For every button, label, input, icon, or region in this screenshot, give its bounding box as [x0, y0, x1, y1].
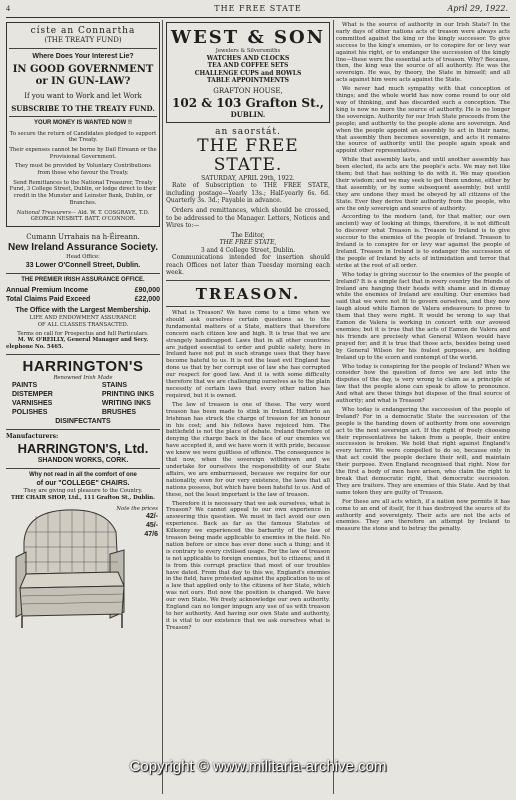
chair-shop-ad	[6, 472, 160, 632]
treaty-fund-treasurers	[9, 210, 157, 223]
west-son-name: WEST & SON	[170, 27, 326, 48]
divider	[6, 468, 160, 469]
insurance-agents: Terms on call for Prospectus and full Particulars.	[17, 330, 149, 337]
article-paragraph: For these are all acts which, if a nation now permits it has come to an end of itself, for it has destroyed the source of its authority and sovereignty. Their acts are not the acts of enemies. They are therefore an attempt by Ireland to measure the stone and to betray the penalty.	[336, 498, 510, 533]
chair-ad-line1: Why not read in all the comfort of one	[29, 471, 137, 478]
products-left	[12, 381, 53, 417]
divider	[6, 429, 160, 430]
article-paragraph: What is Treason? We have come to a time when we should ask ourselves certain questions as to the fundamental matters of a State, matters that therefore concern each citizen low and high. It is true that we are strangely handicapped. Laws that in all other countries are judged essential to order and public safety, here in Ireland have not put in such strange uses that they have become hateful to us. It is not the least evil England has done us that by her corrupt use of law she has corrupted our respect for good law. And it is with some difficulty therefore that we are challenging ourselves as to the plain necessity of certain laws that every other nation has required, but it is owned.	[166, 310, 330, 399]
chair-price: 47/6	[144, 531, 158, 539]
editor-street: 3 and 4 College Street, Dublin.	[200, 246, 296, 254]
product-item: BRUSHES	[101, 409, 137, 417]
editorial-masthead	[166, 127, 330, 183]
insurance-telephone: elephone No. 5465.	[6, 343, 64, 350]
treaty-fund-title: (THE TREATY FUND)	[44, 36, 122, 44]
insurance-address: 33 Lower O'Connell Street, Dublin.	[25, 261, 141, 269]
harringtons-subtitle: Renowned Irish Made	[53, 374, 113, 381]
product-item: PAINTS	[12, 382, 38, 390]
treaty-fund-line4: SUBSCRIBE TO THE TREATY FUND.	[11, 104, 155, 113]
west-son-line: Jewelers & Silversmiths	[215, 48, 281, 54]
insurance-title: New Ireland Assurance Society.	[7, 241, 159, 253]
divider	[9, 116, 157, 117]
editor-address	[166, 232, 330, 255]
copyright-watermark: Copyright © www.militaria-archive.com	[129, 758, 387, 775]
income-label: Annual Premium Income	[6, 287, 89, 295]
west-son-line: TEA AND COFFEE SETS	[207, 62, 289, 70]
chair-prices	[116, 506, 158, 540]
communications-note-wrap	[166, 254, 330, 277]
chair-price-note: Note the prices	[116, 505, 158, 512]
harringtons-ad	[6, 358, 160, 465]
masthead-gaelic: an saorstát.	[215, 126, 281, 137]
treaty-fund-para2: Their expenses cannot be borne by Dail Eireann or the Provisional Government.	[9, 146, 157, 160]
column-divider	[333, 20, 334, 794]
article-paragraph: Who today is giving succour to the enemies of the people of Ireland? It is a simple fact that in every country the friends of Ireland are hanging their heads with shame and in dismay while the enemies of Ireland are exulting. Our enemies had said that we were not fit to govern ourselves, and they now laugh aloud while Eamon de Valera endeavours to prove to them that they were right. It would be wrong to say that Eamon de Valera is working in concert with our avowed enemies; but it is true that the acts of Eamon de Valera and his friends are precisely what General Wilson would have prayed for; and it is true that those acts, besides being used by General Wilson for his foulest purposes, are holding Ireland up to the scorn and contempt of the world.	[336, 271, 510, 361]
editor-label: The Editor,	[231, 231, 265, 239]
article-paragraph: What is the source of authority in our Irish State? In the early days of other nations acts of treason were always acts committed against the king or the kingly successor. To give success to the king's enemies, or to conspire for or levy war against his right, or to endanger the succession of the kingly line—these were the essential acts of treason. Why? Because, then, the king was the source of all authority. He was the sovereign. He was, by theory, the State in himself; and all acts against him were acts against the State.	[336, 22, 510, 84]
claims-value: £22,000	[134, 296, 160, 304]
west-son-ad	[166, 22, 330, 123]
insurance-manager: M. W. O'REILLY, General Manager and Secy.	[17, 337, 149, 344]
article-paragraph: Therefore it is necessary that we ask ourselves, what is Treason? We cannot appeal to our own experience in answering this question. We must in fact avoid our own experience. Back as far as the famous Statutes of Kilkenny we experienced the barbarity of the law of treason being made applicable to enemies in the field. No nation before or since has ever done such a thing; and it is contrary to every civilised usage. For the law of treason is not applicable to foreign enemies, but to citizens; and it is from this corrupt practice that most of our troubles have dated. From that day to this we, England's enemies in the field, have protested against the application to us of a law that applied only to the citizens of her State, which was not ours. But now the position is changed. We have our own State. We freely acknowledge our own authority. England can no longer impugn any use of us with treason to her authority. And having our own State and authority, it is vital to our existence that we ask ourselves what is Treason?	[166, 500, 330, 631]
subscription-rates: Rate of Subscription to THE FREE STATE, including postage—Yearly 13s.; Half-yearly 6s. 6d. Quarterly 3s. 3d.; Payable in advance.	[166, 182, 330, 205]
harringtons-works: SHANDON WORKS, CORK.	[37, 456, 129, 464]
product-item: PRINTING INKS	[101, 391, 154, 399]
west-son-house: GRAFTON HOUSE,	[213, 86, 283, 95]
chair-ad-line4: THE CHAIR SHOP, Ltd., 111 Grafton St., Dublin.	[11, 495, 155, 502]
article-paragraph: According to the modern (and, for that matter, our own ancient) way of looking at things, therefore, it is not difficult to discover what Treason is. Treason to Ireland is to give succour to the enemies of the people of Ireland. Treason to Ireland is to conspire for or levy war against the people of Ireland. Treason in Ireland is to endanger the succession of the people of Ireland by acts of intimidation and terror that strike at the root of all order.	[336, 214, 510, 269]
treaty-fund-para4: Send Remittances to the National Treasurer, Treaty Fund, 3 College Street, Dublin, or lodge direct to their credit in the Munster and Leinster Bank, Dublin, or Branches.	[9, 179, 157, 206]
insurance-head-office-label: Head Office:	[66, 253, 100, 260]
insurance-membership: The Office with the Largest Membership.	[15, 307, 151, 315]
treaty-fund-ad	[6, 22, 160, 227]
chair-illustration-wrap	[6, 502, 160, 632]
products-right	[102, 381, 154, 417]
treaty-fund-line1: IN GOOD GOVERNMENT	[12, 64, 154, 75]
harringtons-manufacturers-label: Manufacturers:	[6, 433, 59, 441]
income-row	[6, 286, 160, 295]
article-paragraph: Who today is endangering the succession of the people of Ireland? For in a democratic State the succession of the people is the handing down of authority from one sovereign act to the next sovereign act. If the right of freely choosing their representatives be taken from a people, their entire succession is broken. We hold that right against England's every terror. We were compelled to do so, because only in that act could the people declare their will, and maintain their purpose. Even England recognised that right. Now for the first a body of men have arisen, who claim the right to break that democratic right, that democratic succession. They are traitors. They are enemies of this State. And by that same token they are guilty of Treason.	[336, 406, 510, 496]
article-paragraph: Who today is conspiring for the people of Ireland? When we consider how the question of force we are led into the disputes of the day, is very wrong to claim as a principle of law that the people alone can speak to allow to pronounce. And what are these things but dispose of the final source of authority; and what is Treason?	[336, 363, 510, 405]
treaty-fund-line3: If you want to Work and let Work	[24, 92, 142, 100]
article-paragraph: We never had much sympathy with that conception of things; and the whole world has now come round to our old way of thinking, and has discarded such a conception. The king is now no more the source of authority. He is no longer the sovereign. Authority for our Irish State proceeds from the people; and authority to the people alone are sovereign. And when the people appoint an assembly to act in their name, that assembly then becomes sovereign, and acts it remains the source of authority until the people again speak and appoint other representatives.	[336, 86, 510, 155]
west-son-line: WATCHES AND CLOCKS	[206, 54, 290, 62]
chair-ad-line2: of our "COLLEGE" CHAIRS.	[36, 480, 130, 488]
masthead-date: SATURDAY, APRIL 29th, 1922.	[201, 174, 295, 182]
divider	[6, 273, 160, 274]
column-divider	[162, 20, 163, 794]
west-son-city: DUBLIN.	[230, 109, 266, 119]
income-value: £90,000	[134, 287, 160, 295]
chair-price: 45/-	[145, 522, 158, 530]
claims-label: Total Claims Paid Exceed	[6, 296, 91, 304]
newspaper-running-title: THE FREE STATE	[214, 4, 302, 13]
header-rule	[6, 17, 510, 18]
article-paragraph: The law of treason is one of these. The very word treason has been made to stink in Ireland. Hitherto an Irishman has struck the charge of treason for an honour in his cost; and his fellows have rejoiced him. The battlefield is not the place of debate. Ireland therefore of denying the charge back in the face of our enemies we have accepted it, and we have worn it with pride, because we knew we were guiltless of offence. The consequence is that now, when the sovereign withdrawn and we undertake for ourselves the responsibility of our State affairs, we are embarrassed, because we require for our nationality, even for our very existence, the laws that all nations possess, but which have been hateful to us. And of these, not the least important is the law of treason.	[166, 401, 330, 498]
harringtons-company: HARRINGTON'S, Ltd.	[17, 440, 149, 456]
treason-article-continued	[336, 22, 510, 533]
insurance-ad	[6, 233, 160, 351]
product-item: STAINS	[101, 382, 128, 390]
product-item: DISINFECTANTS	[55, 418, 111, 426]
divider	[6, 354, 160, 355]
chair-price: 42/-	[145, 513, 158, 521]
claims-row	[6, 295, 160, 304]
article-paragraph: While that assembly lasts, and until another assembly has been elected, its acts are the people's acts. We may not like them; but that has nothing to do with it. We may question their wisdom; and we may seek to get them undone, either by that assembly, or by some subsequent assembly; but until they are undone they must be obeyed by all citizens of the State. Ever they derive their authority from the people, who are the only sovereign and source of authority.	[336, 157, 510, 212]
treasurers-label: National Treasurers—	[16, 209, 77, 216]
divider	[166, 280, 330, 281]
treaty-fund-para3: They must be provided by Voluntary Contributions from those who favour the Treaty.	[15, 163, 151, 177]
divider	[166, 306, 330, 307]
treaty-fund-question: Where Does Your Interest Lie?	[32, 53, 134, 60]
masthead-title: THE FREE STATE.	[197, 135, 299, 175]
product-item: DISTEMPER	[12, 391, 53, 399]
west-son-address: 102 & 103 Grafton St.,	[172, 95, 324, 110]
treaty-fund-wanted: YOUR MONEY IS WANTED NOW !!	[34, 120, 132, 126]
treaty-fund-para1: To secure the return of Candidates pledged to support the Treaty.	[9, 130, 157, 144]
treason-article	[166, 310, 330, 632]
west-son-line: CHALLENGE CUPS and BOWLS	[194, 69, 302, 77]
column-middle	[166, 22, 330, 796]
product-item: POLISHES	[12, 409, 48, 417]
subscription-orders: Orders and remittances, which should be crossed, to be addressed to the Manager. Letters, Notices and Wires to:—	[166, 206, 330, 230]
harringtons-title: HARRINGTON'S	[22, 357, 144, 375]
harringtons-products	[6, 381, 160, 417]
editor-paper: THE FREE STATE,	[219, 239, 277, 247]
treason-heading: TREASON.	[195, 285, 301, 304]
page-header	[0, 4, 516, 16]
product-item: VARNISHES	[12, 400, 53, 408]
communications-note: Communications intended for insertion should reach Offices not later than Tuesday morning each week.	[166, 254, 330, 277]
subscription-info	[166, 182, 330, 230]
product-item: WRITING INKS	[101, 400, 151, 408]
west-son-line: TABLE APPOINTMENTS	[207, 77, 289, 85]
chair-ad-line3: They are giving out pleasure to the Country.	[23, 488, 143, 495]
treaty-fund-line2: or IN GUN-LAW?	[35, 76, 131, 87]
insurance-tagline: THE PREMIER IRISH ASSURANCE OFFICE.	[21, 276, 145, 283]
issue-date: April 29, 1922.	[447, 4, 508, 13]
column-right	[336, 22, 510, 796]
treasurers-names: Ald. W. T. COSGRAVE, T.D. GEORGE NESBITT. BATT. O'CONNOR.	[30, 209, 150, 223]
treaty-fund-gaelic-title: císte an Connartha	[30, 26, 136, 36]
page-number: 4	[6, 4, 10, 13]
insurance-gaelic: Cumann Urrahais na h-Éireann.	[26, 232, 140, 241]
insurance-life: LIFE AND ENDOWMENT ASSURANCE	[29, 315, 137, 322]
divider	[9, 48, 157, 49]
column-left	[6, 22, 160, 796]
insurance-classes: OF ALL CLASSES TRANSACTED.	[37, 321, 129, 328]
